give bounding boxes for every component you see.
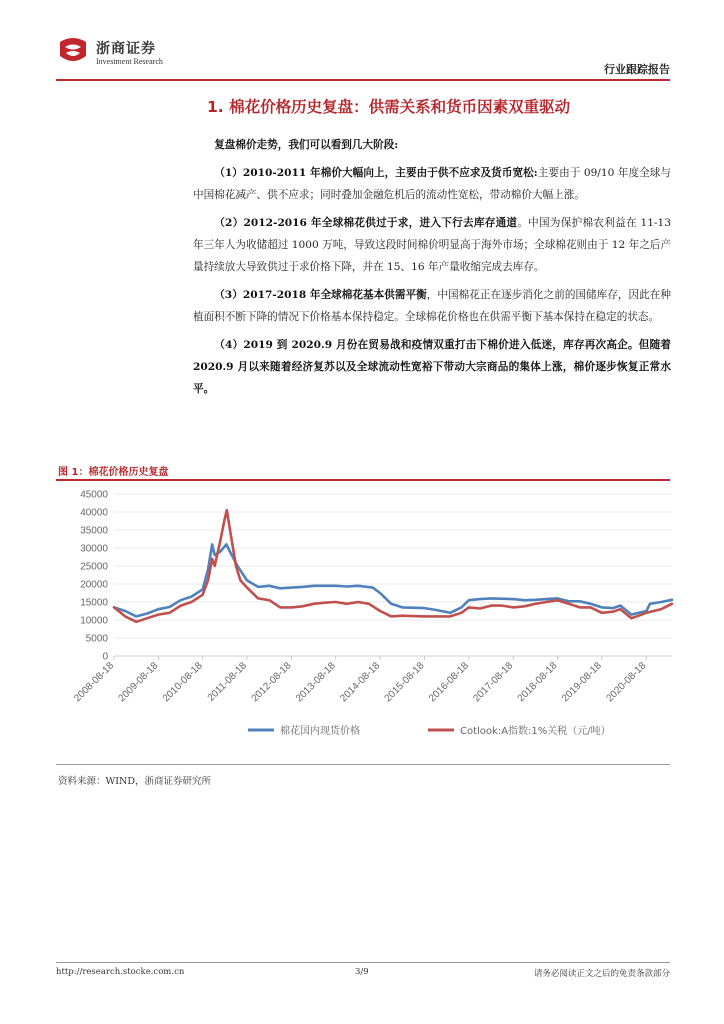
x-tick-label: 2020-08-18: [604, 660, 649, 705]
paragraph-body: ，中国棉花正在逐步消化之前的国储库存，因此在种植面积不断下降的情况下价格基本保持稳定。全球棉花价格也在供需平衡下基本保持在稳定的状态。: [193, 289, 671, 323]
x-tick-label: 2018-08-18: [515, 660, 560, 705]
figure-source: 资料来源：WIND，浙商证券研究所: [58, 776, 211, 787]
paragraph-lead: 复盘棉价走势，我们可以看到几大阶段:: [214, 139, 399, 151]
y-tick-label: 45000: [80, 489, 108, 501]
x-tick-label: 2009-08-18: [116, 660, 161, 705]
series-line-1: [114, 544, 672, 616]
legend-label: 棉花国内现货价格: [280, 726, 360, 737]
footer-divider: [56, 962, 670, 963]
figure-divider: [56, 479, 670, 481]
figure-title: 图 1：棉花价格历史复盘: [58, 467, 169, 478]
y-tick-label: 30000: [80, 543, 108, 555]
paragraph: [193, 284, 671, 328]
paragraph-body: 主要由于 09/10 年度全球与中国棉花减产、供不应求；同时叠加金融危机后的流动性宽松，带动棉价大幅上涨。: [193, 167, 671, 201]
cotton-price-chart: [56, 482, 676, 760]
footer-disclaimer: 请务必阅读正文之后的免责条款部分: [533, 969, 670, 979]
y-tick-label: 35000: [80, 525, 108, 537]
body-text: [193, 134, 671, 406]
source-divider: [56, 764, 670, 765]
x-tick-label: 2014-08-18: [338, 660, 383, 705]
y-tick-label: 15000: [80, 597, 108, 609]
paragraph-lead: （3）2017-2018 年全球棉花基本供需平衡: [214, 289, 427, 301]
y-tick-label: 40000: [80, 507, 108, 519]
paragraph: [193, 334, 671, 400]
page-header: [56, 30, 676, 80]
x-tick-label: 2015-08-18: [382, 660, 427, 705]
x-tick-label: 2008-08-18: [72, 660, 117, 705]
company-name: 浙商证券: [96, 41, 156, 57]
paragraph: [193, 212, 671, 278]
y-tick-label: 0: [102, 651, 108, 663]
x-tick-label: 2011-08-18: [205, 660, 250, 704]
page-number: 3/9: [355, 967, 369, 977]
paragraph: [193, 162, 671, 206]
y-tick-label: 25000: [80, 561, 108, 573]
x-tick-label: 2016-08-18: [427, 660, 471, 705]
footer-url[interactable]: http://research.stocke.com.cn: [56, 967, 185, 977]
x-tick-label: 2013-08-18: [293, 660, 338, 705]
section-title: 1. 棉花价格历史复盘：供需关系和货币因素双重驱动: [207, 98, 571, 116]
paragraph: [193, 134, 671, 156]
paragraph-body: 。中国为保护棉农利益在 11-13 年三年人为收储超过 1000 万吨，导致这段时间棉价明显高于海外市场；全球棉花则由于 12 年之后产量持续放大导致供过于求价格下降，并在 15、16 年产量收缩完成去库存。: [193, 217, 671, 273]
x-tick-label: 2019-08-18: [559, 660, 604, 705]
header-divider: [56, 79, 670, 81]
paragraph-lead: （1）2010-2011 年棉价大幅向上，主要由于供不应求及货币宽松:: [214, 167, 538, 179]
legend-label: Cotlook:A指数:1%关税（元/吨）: [460, 726, 611, 737]
x-tick-label: 2012-08-18: [249, 660, 294, 705]
y-tick-label: 10000: [80, 615, 108, 627]
x-tick-label: 2010-08-18: [160, 660, 205, 705]
company-logo-icon: [56, 36, 90, 66]
company-name-en: Investment Research: [96, 57, 163, 66]
x-tick-label: 2017-08-18: [471, 660, 516, 705]
paragraph-lead: （4）2019 到 2020.9 月份在贸易战和疫情双重打击下棉价进入低迷，库存再次高企。但随着 2020.9 月以来随着经济复苏以及全球流动性宽裕下带动大宗商品的集体上涨，棉价逐步恢复正常水平。: [193, 339, 671, 395]
paragraph-lead: （2）2012-2016 年全球棉花供过于求，进入下行去库存通道: [214, 217, 518, 229]
document-type: 行业跟踪报告: [604, 63, 670, 76]
y-tick-label: 20000: [80, 579, 108, 591]
y-tick-label: 5000: [85, 633, 108, 645]
